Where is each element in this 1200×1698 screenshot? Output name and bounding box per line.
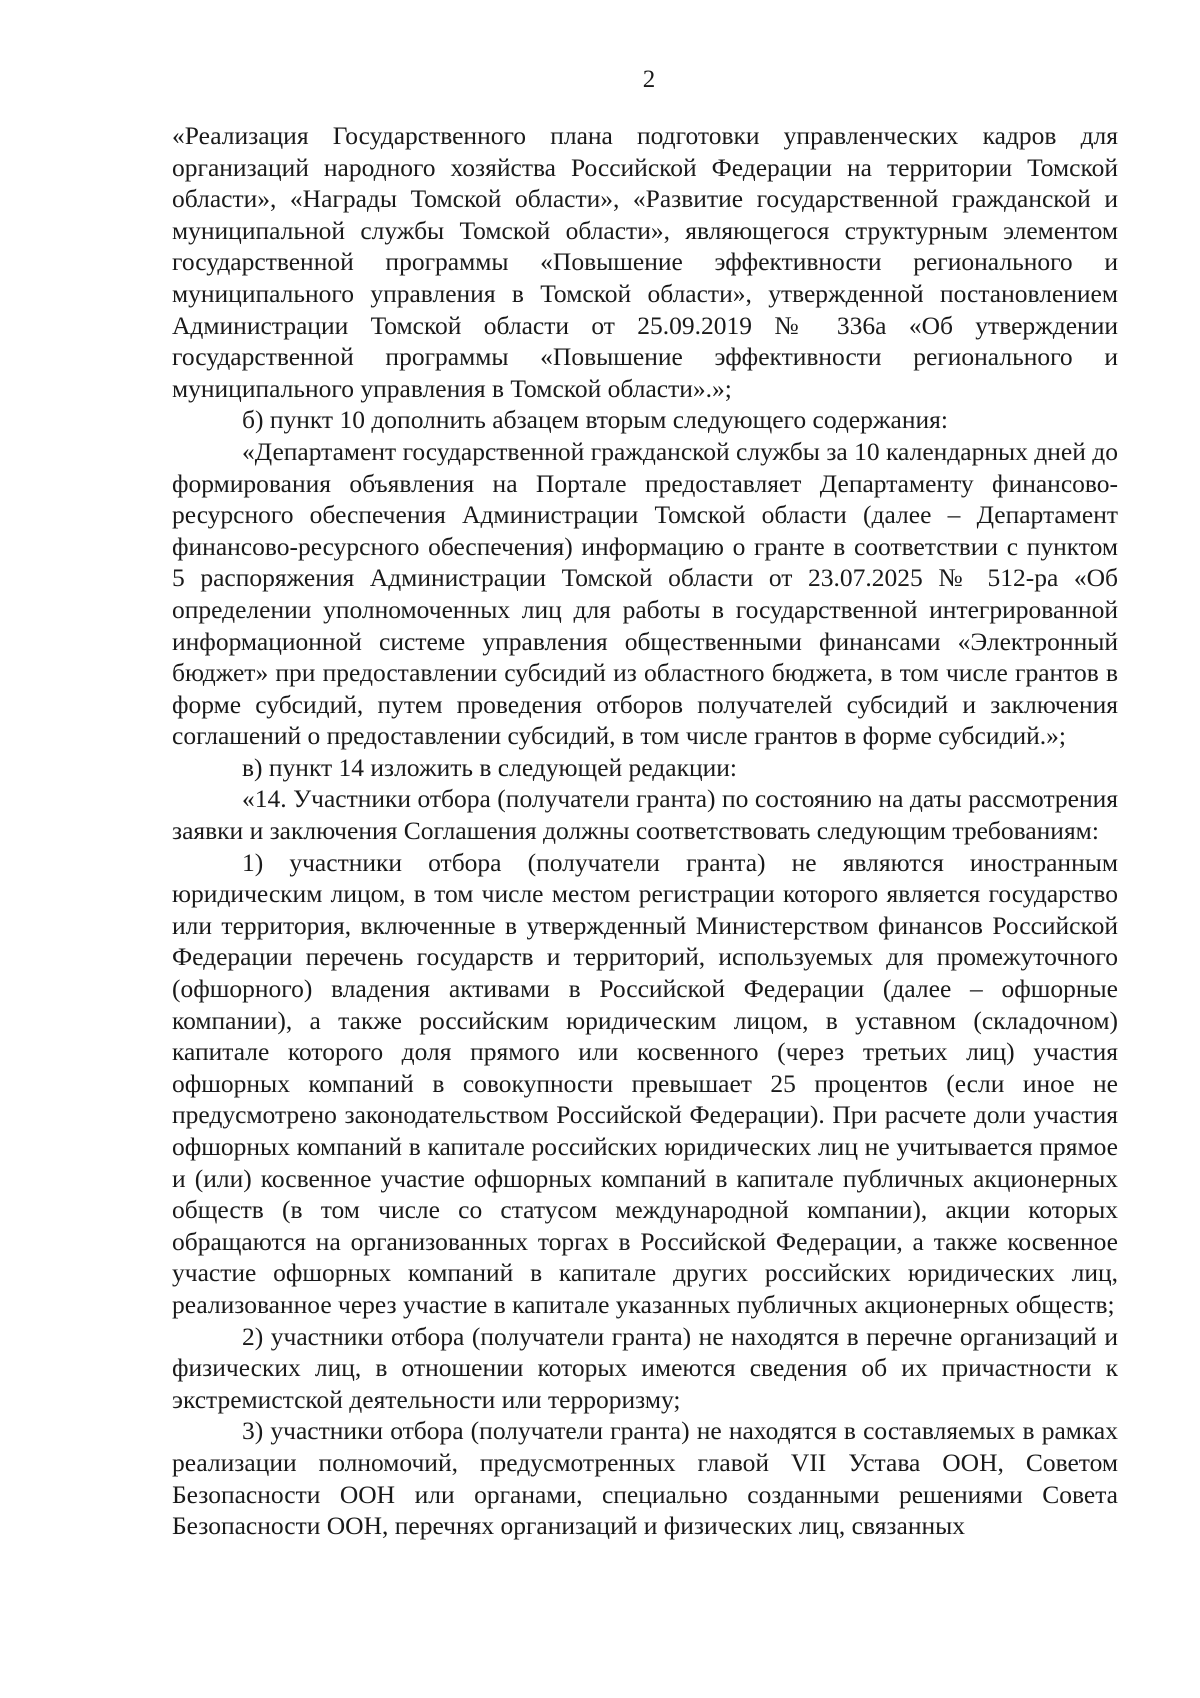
paragraph-department-info: «Департамент государственной гражданской службы за 10 календарных дней до формирования объявления на Портале предоставляет Департаменту финансово-ресурсного обеспечения Администрации Томской области (далее – Департамент финансово-ресурсного обеспечения) информацию о гранте в соответствии с пунктом 5 распоряжения Администрации Томской области от 23.07.2025 № 512-ра «Об определении уполномоченных лиц для работы в государственной интегрированной информационной системе управления общественными финансами «Электронный бюджет» при предоставлении субсидий из областного бюджета, в том числе грантов в форме субсидий, путем проведения отборов получателей субсидий и заключения соглашений о предоставлении субсидий, в том числе грантов в форме субсидий.»; [172,436,1118,751]
paragraph-item-v: в) пункт 14 изложить в следующей редакции: [242,752,737,782]
paragraph-item-b: б) пункт 10 дополнить абзацем вторым следующего содержания: [242,405,948,435]
paragraph-continuation: «Реализация Государственного плана подготовки управленческих кадров для организаций народного хозяйства Российской Федерации на территории Томской области», «Награды Томской области», «Развитие государственной гражданской и муниципальной службы Томской области», являющегося структурным элементом государственной программы «Повышение эффективности регионального и муниципального управления в Томской области», утвержденной постановлением Администрации Томской области от 25.09.2019 № 336а «Об утверждении государственной программы «Повышение эффективности регионального и муниципального управления в Томской области».»; [172,121,1118,403]
page-number: 2 [642,66,656,93]
paragraph-requirement-1: 1) участники отбора (получатели гранта) не являются иностранным юридическим лицом, в том числе местом регистрации которого является государство или территория, включенные в утвержденный Министерством финансов Российской Федерации перечень государств и территорий, используемых для промежуточного (офшорного) владения активами в Российской Федерации (далее – офшорные компании), а также российским юридическим лицом, в уставном (складочном) капитале которого доля прямого или косвенного (через третьих лиц) участия офшорных компаний в совокупности превышает 25 процентов (если иное не предусмотрено законодательством Российской Федерации). При расчете доли участия офшорных компаний в капитале российских юридических лиц не учитывается прямое и (или) косвенное участие офшорных компаний в капитале публичных акционерных обществ (в том числе со статусом международной компании), акции которых обращаются на организованных торгах в Российской Федерации, а также косвенное участие офшорных компаний в капитале других российских юридических лиц, реализованное через участие в капитале указанных публичных акционерных обществ; [172,847,1118,1319]
document-page [172,60,1118,1542]
paragraph-requirement-2: 2) участники отбора (получатели гранта) не находятся в перечне организаций и физических лиц, в отношении которых имеются сведения об их причастности к экстремистской деятельности или терроризму; [172,1321,1118,1414]
paragraph-point-14: «14. Участники отбора (получатели гранта) по состоянию на даты рассмотрения заявки и заключения Соглашения должны соответствовать следующим требованиям: [172,784,1118,846]
paragraph-requirement-3: 3) участники отбора (получатели гранта) не находятся в составляемых в рамках реализации полномочий, предусмотренных главой VII Устава ООН, Советом Безопасности ООН или органами, специально созданными решениями Совета Безопасности ООН, перечнях организаций и физических лиц, связанных [172,1416,1118,1541]
